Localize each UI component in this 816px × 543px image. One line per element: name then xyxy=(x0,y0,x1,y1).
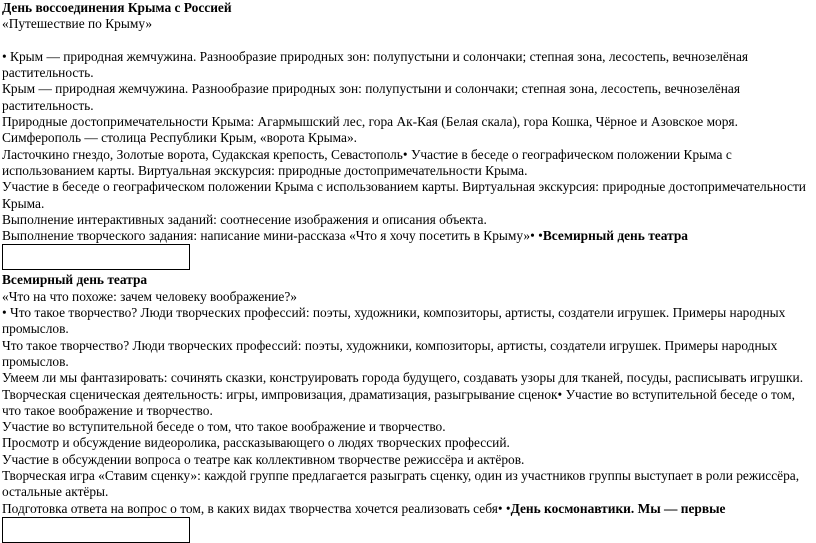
section1-paragraph: Выполнение интерактивных заданий: соотнесение изображения и описания объекта. xyxy=(2,211,487,227)
section1-paragraph: Участие в беседе о географическом положении Крыма с использованием карты. Виртуальная экскурсия: природные достопримечательности Крыма. xyxy=(2,179,806,211)
section1-paragraph-text: Выполнение творческого задания: написание мини-рассказа «Что я хочу посетить в Крыму»• • xyxy=(2,228,543,244)
section1-paragraph: Ласточкино гнездо, Золотые ворота, Судакская крепость, Севастополь• Участие в беседе о географическом положении Крыма с использованием карты. Виртуальная экскурсия: природные достопримечательности Крыма. xyxy=(2,146,732,178)
next-section-title: День космонавтики. Мы — первые xyxy=(510,500,726,516)
section2-paragraph: Участие в обсуждении вопроса о театре как коллективном творчестве режиссёра и актёров. xyxy=(2,451,525,467)
section1-heading: День воссоединения Крыма с Россией xyxy=(2,0,232,15)
section2-paragraph-last xyxy=(2,501,814,517)
image-placeholder-box xyxy=(2,517,190,543)
section1-subtitle: «Путешествие по Крыму» xyxy=(2,16,153,32)
section2-subtitle: «Что на что похоже: зачем человеку воображение?» xyxy=(2,288,297,304)
section2-paragraph: Творческая сценическая деятельность: игры, импровизация, драматизация, разыгрывание сценок• Участие во вступительной беседе о том, что такое воображение и творчество. xyxy=(2,386,795,418)
next-section-title: Всемирный день театра xyxy=(542,228,688,244)
section2-paragraph: Что такое творчество? Люди творческих профессий: поэты, художники, композиторы, артисты, создатели игрушек. Примеры народных промыслов. xyxy=(2,337,778,369)
section2-paragraph: Умеем ли мы фантазировать: сочинять сказки, конструировать города будущего, создавать узоры для тканей, посуды, расписывать игрушки. xyxy=(2,370,804,386)
section2-paragraph: Просмотр и обсуждение видеоролика, рассказывающего о людях творческих профессий. xyxy=(2,435,510,451)
section2-bullet-item: • Что такое творчество? Люди творческих профессий: поэты, художники, композиторы, артисты, создатели игрушек. Примеры народных промыслов. xyxy=(2,305,786,337)
section1-bullet-item: • Крым — природная жемчужина. Разнообразие природных зон: полупустыни и солончаки; степная зона, лесостепь, вечнозелёная растительность. xyxy=(2,48,749,81)
section1-paragraph: Природные достопримечательности Крыма: Агармышский лес, гора Ак-Кая (Белая скала), гора Кошка, Чёрное и Азовское моря. xyxy=(2,114,738,130)
section1-paragraph-last xyxy=(2,228,814,244)
image-placeholder-box xyxy=(2,244,190,270)
section2-heading: Всемирный день театра xyxy=(2,272,148,288)
section2-paragraph-text: Подготовка ответа на вопрос о том, в каких видах творчества хочется реализовать себя• • xyxy=(2,500,511,516)
section2-paragraph: Участие во вступительной беседе о том, что такое воображение и творчество. xyxy=(2,419,446,435)
section2-paragraph: Творческая игра «Ставим сценку»: каждой группе предлагается разыграть сценку, один из участников группы выступает в роли режиссёра, остальные актёры. xyxy=(2,468,800,500)
section1-paragraph: Симферополь — столица Республики Крым, «ворота Крыма». xyxy=(2,130,358,146)
section1-paragraph: Крым — природная жемчужина. Разнообразие природных зон: полупустыни и солончаки; степная зона, лесостепь, вечнозелёная растительность. xyxy=(2,81,741,113)
blank-line xyxy=(2,33,814,49)
